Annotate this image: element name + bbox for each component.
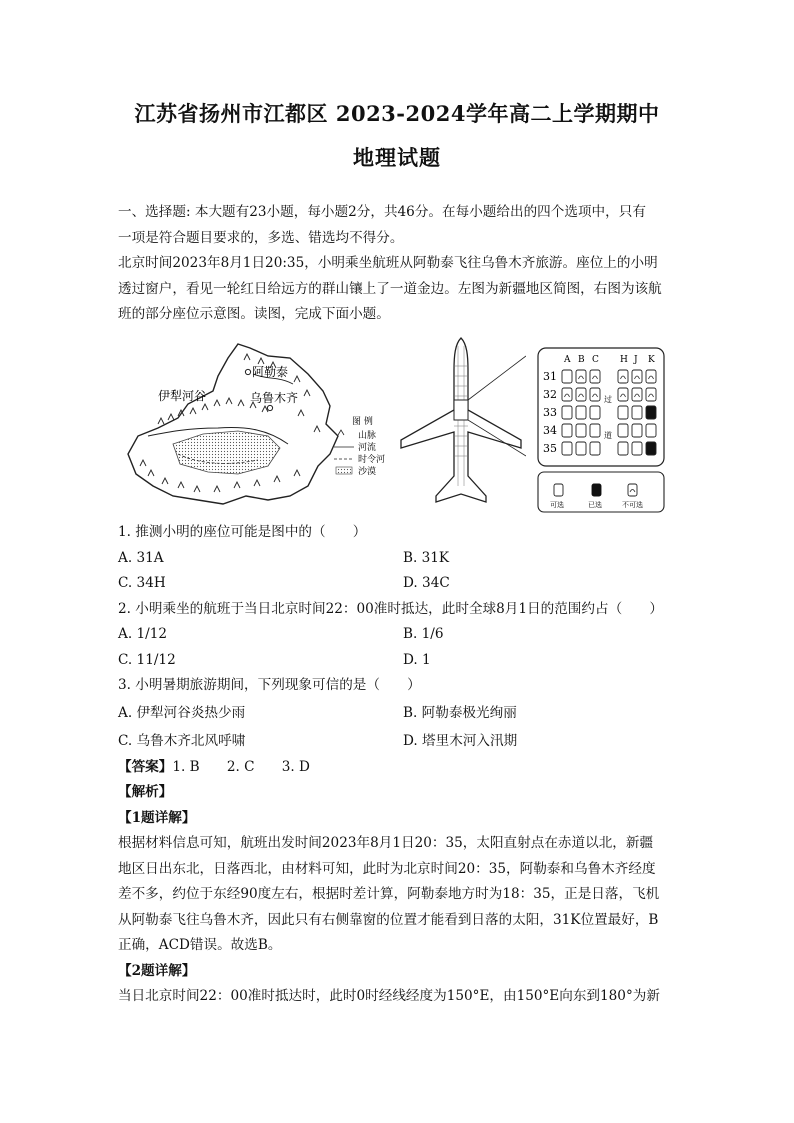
question-3-stem: 3. 小明暑期旅游期间，下列现象可信的是（ ） [118, 677, 421, 693]
seat [618, 424, 628, 437]
seat-map [530, 338, 670, 516]
seat-col-j: J [634, 355, 638, 365]
seat [576, 424, 586, 437]
questions-block [118, 520, 678, 1010]
seat-row-34: 34 [543, 424, 557, 437]
seat-row-31: 31 [543, 370, 557, 383]
question-2-options [118, 622, 678, 673]
question-1-stem: 1. 推测小明的座位可能是图中的（ ） [118, 524, 367, 540]
section-instruction-cont: 一项是符合题目要求的，多选、错选均不得分。 [118, 229, 404, 246]
legend-seat-available [554, 484, 563, 496]
seat [618, 442, 628, 455]
seat [576, 442, 586, 455]
seat-col-b: B [578, 355, 585, 365]
q2-option-b: B. 1/6 [403, 626, 444, 642]
seat [590, 442, 600, 455]
seat-col-k: K [648, 355, 655, 365]
seat [618, 370, 628, 383]
airplane-diagram [396, 336, 526, 514]
seat-row-32: 32 [543, 388, 557, 401]
seat [632, 442, 642, 455]
question-3-options [118, 699, 678, 755]
seat-col-c: C [592, 355, 599, 365]
seat [632, 424, 642, 437]
seat-col-a: A [564, 355, 571, 365]
legend-mountain: 山脉 [358, 431, 377, 441]
legend-taken-label: 已选 [588, 501, 602, 509]
q1-analysis-line: 差不多，约位于东经90度左右，根据时差计算，阿勒泰地方时为18：35，正是日落，飞机 [118, 886, 660, 902]
seat [562, 370, 572, 383]
q2-analysis-heading: 【2题详解】 [118, 962, 196, 979]
seat [646, 442, 656, 455]
figures [118, 336, 678, 514]
seat [562, 388, 572, 401]
q1-analysis-line: 正确，ACD错误。故选B。 [118, 937, 282, 953]
seat [576, 406, 586, 419]
q2-option-d: D. 1 [403, 651, 431, 668]
q1-option-c: C. 34H [118, 575, 166, 591]
seat [646, 424, 656, 437]
material-text: 北京时间2023年8月1日20:35，小明乘坐航班从阿勒泰飞往乌鲁木齐旅游。座位上的小明 [118, 255, 658, 271]
legend-available-label: 可选 [550, 501, 564, 509]
seat [646, 388, 656, 401]
seat [632, 406, 642, 419]
q1-analysis-line: 根据材料信息可知，航班出发时间2023年8月1日20：35，太阳直射点在赤道以北，新疆 [118, 835, 654, 851]
intro-block [118, 200, 678, 328]
seat [562, 424, 572, 437]
question-2-stem: 2. 小明乘坐的航班于当日北京时间22：00准时抵达，此时全球8月1日的范围约占（ ） [118, 600, 663, 617]
q1-analysis-line: 地区日出东北，日落西北，由材料可知，此时为北京时间20：35，阿勒泰和乌鲁木齐经度 [118, 860, 656, 877]
q1-analysis-line: 从阿勒泰飞往乌鲁木齐，因此只有右侧靠窗的位置才能看到日落的太阳，31K位置最好，B [118, 911, 659, 928]
seat [590, 424, 600, 437]
legend-title: 图 例 [352, 417, 373, 427]
answer-text: 1. B 2. C 3. D [172, 758, 310, 775]
legend-seat-taken [592, 484, 601, 496]
seat [562, 406, 572, 419]
q3-option-d: D. 塔里木河入汛期 [403, 732, 518, 749]
q1-option-a: A. 31A [118, 549, 164, 566]
q1-option-d: D. 34C [403, 575, 450, 591]
seat [590, 388, 600, 401]
seat-row-33: 33 [543, 406, 557, 419]
q1-analysis-heading: 【1题详解】 [118, 809, 196, 826]
seat [562, 442, 572, 455]
legend-unavailable-label: 不可选 [622, 501, 643, 509]
place-label-yili: 伊犁河谷 [158, 389, 207, 403]
q3-option-a: A. 伊犁河谷炎热少雨 [118, 704, 246, 721]
legend-river: 河流 [358, 443, 377, 453]
legend-desert: 沙漠 [358, 467, 377, 477]
seat [590, 406, 600, 419]
material-text-cont: 透过窗户，看见一轮红日给远方的群山镶上了一道金边。左图为新疆地区简图，右图为该航 [118, 280, 662, 297]
seat [632, 388, 642, 401]
answer-label: 【答案】 [118, 758, 173, 775]
q1-option-b: B. 31K [403, 549, 450, 566]
q2-option-a: A. 1/12 [118, 626, 167, 642]
section-instruction: 一、选择题: 本大题有23小题，每小题2分，共46分。在每小题给出的四个选项中，只有 [118, 204, 646, 220]
seat-col-h: H [620, 355, 628, 365]
question-1-options [118, 546, 678, 597]
document-title: 江苏省扬州市江都区 2023-2024学年高二上学期期中 [134, 101, 660, 126]
q3-option-b: B. 阿勒泰极光绚丽 [403, 704, 517, 721]
q2-option-c: C. 11/12 [118, 651, 176, 668]
aisle-label-top: 过 [604, 395, 612, 404]
xinjiang-map [118, 336, 388, 514]
seat [646, 406, 656, 419]
aisle-label-bottom: 道 [604, 431, 612, 440]
seat [618, 406, 628, 419]
legend-seasonal-river: 时令河 [358, 455, 386, 465]
seat-row-35: 35 [543, 442, 557, 455]
seat [576, 370, 586, 383]
document-subtitle: 地理试题 [353, 145, 441, 170]
seat [576, 388, 586, 401]
q3-option-c: C. 乌鲁木齐北风呼啸 [118, 732, 246, 749]
seat [646, 370, 656, 383]
analysis-label: 【解析】 [118, 784, 173, 800]
q2-analysis-line: 当日北京时间22：00准时抵达时，此时0时经线经度为150°E，由150°E向东到180°为新 [118, 988, 660, 1004]
place-label-urumqi: 乌鲁木齐 [250, 391, 299, 405]
material-text-end: 班的部分座位示意图。读图，完成下面小题。 [118, 306, 390, 322]
seat [618, 388, 628, 401]
answer-line [118, 755, 678, 781]
place-label-altay: 阿勒泰 [252, 365, 289, 379]
legend-seat-unavailable [628, 484, 637, 496]
seat [590, 370, 600, 383]
seat [632, 370, 642, 383]
